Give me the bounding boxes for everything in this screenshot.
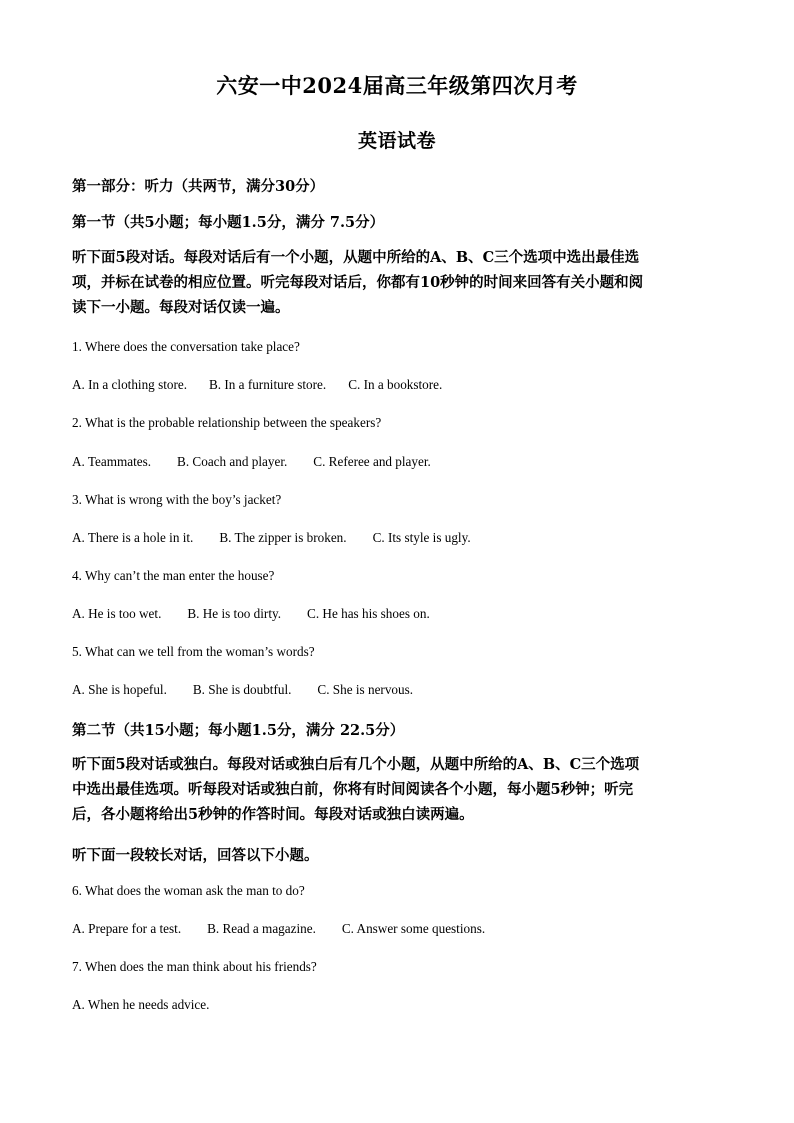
question-4-options xyxy=(72,606,430,622)
question-1: 1. Where does the conversation take place? xyxy=(72,339,300,354)
question-5: 5. What can we tell from the woman’s words? xyxy=(72,644,315,659)
instruction-line: 后，各小题将给出5秒钟的作答时间。每段对话或独白读两遍。 xyxy=(72,806,474,823)
section1-instructions xyxy=(72,245,722,320)
option-a: A. In a clothing store. xyxy=(72,377,187,392)
option-b: B. Coach and player. xyxy=(177,454,288,469)
question-7-options xyxy=(72,997,209,1013)
option-a: A. There is a hole in it. xyxy=(72,530,194,545)
option-b: B. He is too dirty. xyxy=(187,606,282,621)
question-7: 7. When does the man think about his friends? xyxy=(72,959,317,974)
section2-heading: 第二节（共15小题；每小题1.5分，满分 22.5分） xyxy=(72,722,405,739)
option-a: A. When he needs advice. xyxy=(72,997,210,1012)
question-6-options xyxy=(72,921,485,937)
option-a: A. He is too wet. xyxy=(72,606,162,621)
section2-subheading: 听下面一段较长对话，回答以下小题。 xyxy=(72,847,319,864)
option-a: A. She is hopeful. xyxy=(72,682,167,697)
question-3: 3. What is wrong with the boy’s jacket? xyxy=(72,492,282,507)
instruction-line: 读下一小题。每段对话仅读一遍。 xyxy=(72,299,290,316)
option-b: B. Read a magazine. xyxy=(207,921,316,936)
option-a: A. Teammates. xyxy=(72,454,152,469)
option-b: B. She is doubtful. xyxy=(192,682,292,697)
page-subtitle: 英语试卷 xyxy=(357,130,436,152)
option-b: B. In a furniture store. xyxy=(209,377,327,392)
question-4: 4. Why can’t the man enter the house? xyxy=(72,568,275,583)
question-2-options xyxy=(72,454,431,470)
option-c: C. Its style is ugly. xyxy=(372,530,471,545)
question-6: 6. What does the woman ask the man to do? xyxy=(72,883,305,898)
option-c: C. In a bookstore. xyxy=(348,377,443,392)
section1-heading: 第一节（共5小题；每小题1.5分，满分 7.5分） xyxy=(72,214,385,231)
option-c: C. He has his shoes on. xyxy=(307,606,430,621)
part1-heading: 第一部分：听力（共两节，满分30分） xyxy=(72,178,325,195)
question-1-options xyxy=(72,377,442,393)
instruction-line: 听下面5段对话。每段对话后有一个小题，从题中所给的A、B、C三个选项中选出最佳选 xyxy=(72,249,640,266)
option-b: B. The zipper is broken. xyxy=(219,530,347,545)
instruction-line: 中选出最佳选项。听每段对话或独白前，你将有时间阅读各个小题，每小题5秒钟；听完 xyxy=(72,781,634,798)
instruction-line: 听下面5段对话或独白。每段对话或独白后有几个小题，从题中所给的A、B、C三个选项 xyxy=(72,756,640,773)
option-c: C. Referee and player. xyxy=(313,454,431,469)
option-c: C. Answer some questions. xyxy=(341,921,486,936)
instruction-line: 项，并标在试卷的相应位置。听完每段对话后，你都有10秒钟的时间来回答有关小题和阅 xyxy=(72,274,644,291)
section2-instructions xyxy=(72,752,722,827)
option-a: A. Prepare for a test. xyxy=(72,921,182,936)
page-title: 六安一中2024届高三年级第四次月考 xyxy=(216,73,578,98)
question-2: 2. What is the probable relationship between the speakers? xyxy=(72,415,382,430)
question-5-options xyxy=(72,682,413,698)
question-3-options xyxy=(72,530,471,546)
option-c: C. She is nervous. xyxy=(317,682,414,697)
